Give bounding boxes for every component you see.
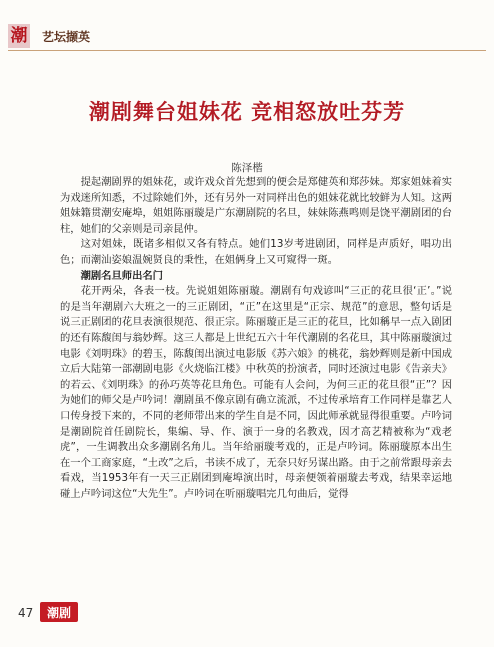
article-body bbox=[60, 175, 452, 502]
magazine-logo bbox=[40, 602, 78, 622]
article-title: 潮剧舞台姐妹花 竞相怒放吐芬芳 bbox=[88, 99, 406, 124]
paragraph: 提起潮剧界的姐妹花，或许戏众首先想到的便会是郑健英和郑莎妹。郑家姐妹着实为戏迷所知悉，不过除她们外，还有另外一对同样出色的姐妹花就比较鲜为人知。这两姐妹籍贯潮安庵埠，姐姐陈丽璇是广东潮剧院的名旦，妹妹陈燕鸣则是饶平潮剧团的台柱，她们的父亲则是司亲昆仲。 bbox=[60, 176, 452, 235]
paragraph: 这对姐妹，既诸多相似又各有特点。她们13岁考进剧团，同样是声质好，唱功出色；而潮汕姿娘温婉贤良的秉性，在姐俩身上又可窥得一斑。 bbox=[60, 238, 452, 266]
section-logo-char: 潮 bbox=[10, 25, 28, 46]
magazine-logo-text: 潮剧 bbox=[46, 605, 71, 620]
subheading: 潮剧名旦师出名门 bbox=[80, 269, 163, 282]
section-logo-icon bbox=[8, 24, 30, 48]
article-author: 陈泽楷 bbox=[231, 162, 263, 174]
paragraph: 花开两朵，各表一枝。先说姐姐陈丽璇。潮剧有句戏谚叫“三正的花旦很‘正’。”说的是当年潮剧六大班之一的三正剧团，“正”在这里是“正宗、规范”的意思，整句话是说三正剧团的花旦表演很规范、很正宗。陈丽璇正是三正的花旦，比如稱早一点入剧团的还有陈馥闺与翁妙辉。这三人都是上世纪五六十年代潮剧的名花旦，其中陈丽璇演过电影《刘明珠》的碧玉，陈馥闺出演过电影版《苏六娘》的桃花，翁妙辉则是新中国成立后大陆第一部潮剧电影《火烧临江楼》中秋英的扮演者，同时还演过电影《告亲夫》的若云、《刘明珠》的孙巧英等花旦角色。可能有人会问，为何三正的花旦很“正”？因为她们的师父是卢吟词！潮剧虽不像京剧有确立流派，不过传承培育工作同样是靠艺人口传身授下来的，不同的老师带出来的学生自是不同，因此师承就显得很重要。卢吟词是潮剧院首任剧院长，集编、导、作、演于一身的名教戏，因才高艺精被称为“戏老虎”，一生调教出众多潮剧名角儿。当年给丽璇考戏的，正是卢吟词。陈丽璇原本出生在一个工商家庭，“土改”之后，书读不成了，无奈只好另谋出路。由于之前常跟母亲去看戏，当1953年有一天三正剧团到庵埠演出时，母亲便领着丽璇去考戏，结果幸运地碰上卢吟词这位“大先生”。卢吟词在听丽璇唱完几句曲后，觉得 bbox=[60, 285, 452, 500]
section-title: 艺坛撷英 bbox=[42, 30, 91, 44]
page-number: 47 bbox=[18, 606, 34, 620]
